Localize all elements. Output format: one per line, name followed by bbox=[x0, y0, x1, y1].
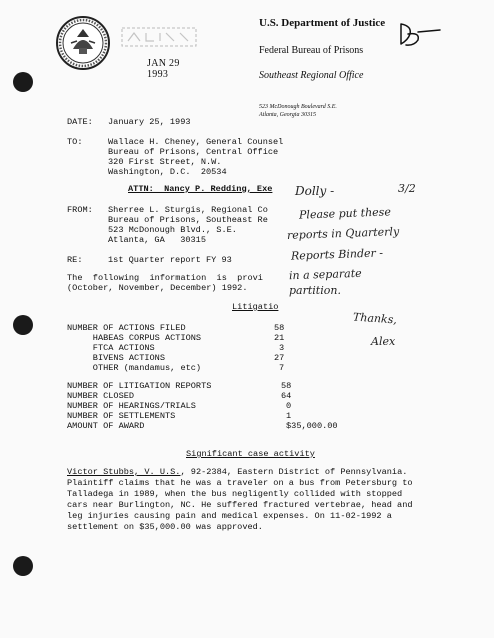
note-thanks: Thanks, bbox=[352, 310, 398, 327]
note-line: Reports Binder - bbox=[290, 246, 384, 263]
actions-row-label: FTCA ACTIONS bbox=[67, 343, 155, 353]
intro-line-1: The following information is provi bbox=[67, 273, 263, 283]
actions-row-label: BIVENS ACTIONS bbox=[67, 353, 165, 363]
from-line-4: Atlanta, GA 30315 bbox=[108, 235, 206, 245]
stamp-date: JAN 29 1993 bbox=[147, 58, 180, 80]
note-date: 3/2 bbox=[398, 182, 416, 195]
actions-row-value: 27 bbox=[274, 353, 285, 363]
received-stamp bbox=[120, 25, 198, 80]
bureau-name: Federal Bureau of Prisons bbox=[259, 45, 364, 56]
note-line: Please put these bbox=[298, 205, 392, 222]
reports-row-label: NUMBER OF SETTLEMENTS bbox=[67, 411, 176, 421]
actions-row-value: 21 bbox=[274, 333, 285, 343]
note-signature: Alex bbox=[371, 335, 396, 348]
actions-row-label: HABEAS CORPUS ACTIONS bbox=[67, 333, 202, 343]
case-body-line: cars near Burlington, NC. He suffered fractured vertebrae, head and bbox=[67, 500, 413, 510]
to-line-3: 320 First Street, N.W. bbox=[108, 157, 222, 167]
from-label: FROM: bbox=[67, 205, 93, 215]
doj-seal-icon bbox=[55, 15, 111, 71]
reports-row-label: NUMBER OF LITIGATION REPORTS bbox=[67, 381, 212, 391]
note-line: Dolly - bbox=[295, 184, 335, 198]
to-line-4: Washington, D.C. 20534 bbox=[108, 167, 227, 177]
address-line-2: Atlanta, Georgia 30315 bbox=[259, 112, 316, 118]
from-line-1: Sherree L. Sturgis, Regional Co bbox=[108, 205, 268, 215]
from-line-2: Bureau of Prisons, Southeast Re bbox=[108, 215, 268, 225]
actions-row-value: 3 bbox=[279, 343, 285, 353]
binder-hole-bottom bbox=[13, 556, 33, 576]
case-docket: , 92-2384, Eastern District of Pennsylvania. bbox=[180, 467, 408, 477]
to-line-1: Wallace H. Cheney, General Counsel bbox=[108, 137, 284, 147]
intro-line-2: (October, November, December) 1992. bbox=[67, 283, 248, 293]
reports-row-value: 58 bbox=[281, 381, 292, 391]
re-label: RE: bbox=[67, 255, 83, 265]
to-label: TO: bbox=[67, 137, 83, 147]
handwritten-note bbox=[285, 180, 485, 360]
reports-row-value: 64 bbox=[281, 391, 292, 401]
re-subject: 1st Quarter report FY 93 bbox=[108, 255, 232, 265]
case-section-heading: Significant case activity bbox=[186, 449, 315, 459]
date-label: DATE: bbox=[67, 117, 93, 127]
case-body-line: settlement on $35,000.00 was approved. bbox=[67, 522, 263, 532]
litigation-heading: Litigatio bbox=[232, 302, 279, 312]
address-line-1: 523 McDonough Boulevard S.E. bbox=[259, 104, 337, 110]
attn-line: ATTN: Nancy P. Redding, Exe bbox=[128, 184, 273, 194]
reports-row-label: NUMBER CLOSED bbox=[67, 391, 135, 401]
actions-row-value: 7 bbox=[279, 363, 285, 373]
binder-hole-top bbox=[13, 72, 33, 92]
office-name: Southeast Regional Office bbox=[259, 70, 364, 81]
note-line: partition. bbox=[289, 284, 341, 297]
actions-row-value: 58 bbox=[274, 323, 285, 333]
reports-row-value: 0 bbox=[286, 401, 292, 411]
to-line-2: Bureau of Prisons, Central Office bbox=[108, 147, 279, 157]
note-line: reports in Quarterly bbox=[286, 225, 400, 242]
case-body-line: Plaintiff claims that he was a traveler on a bus from Petersburg to bbox=[67, 478, 413, 488]
agency-name: U.S. Department of Justice bbox=[259, 17, 386, 29]
from-line-3: 523 McDonough Blvd., S.E. bbox=[108, 225, 237, 235]
reports-row-value: $35,000.00 bbox=[286, 421, 338, 431]
reports-row-label: NUMBER OF HEARINGS/TRIALS bbox=[67, 401, 196, 411]
initials-mark bbox=[398, 18, 443, 50]
case-body-line: Talladega in 1989, when the bus negligently collided with stopped bbox=[67, 489, 403, 499]
reports-row-label: AMOUNT OF AWARD bbox=[67, 421, 145, 431]
memo-date: January 25, 1993 bbox=[108, 117, 191, 127]
reports-row-value: 1 bbox=[286, 411, 292, 421]
actions-row-label: NUMBER OF ACTIONS FILED bbox=[67, 323, 186, 333]
binder-hole-middle bbox=[13, 315, 33, 335]
case-body-line: leg injuries causing pain and medical expenses. On 11-02-1992 a bbox=[67, 511, 392, 521]
case-name: Victor Stubbs, V. U.S. bbox=[67, 467, 181, 477]
note-line: in a separate bbox=[288, 266, 362, 283]
case-title-line bbox=[67, 468, 407, 477]
actions-row-label: OTHER (mandamus, etc) bbox=[67, 363, 202, 373]
